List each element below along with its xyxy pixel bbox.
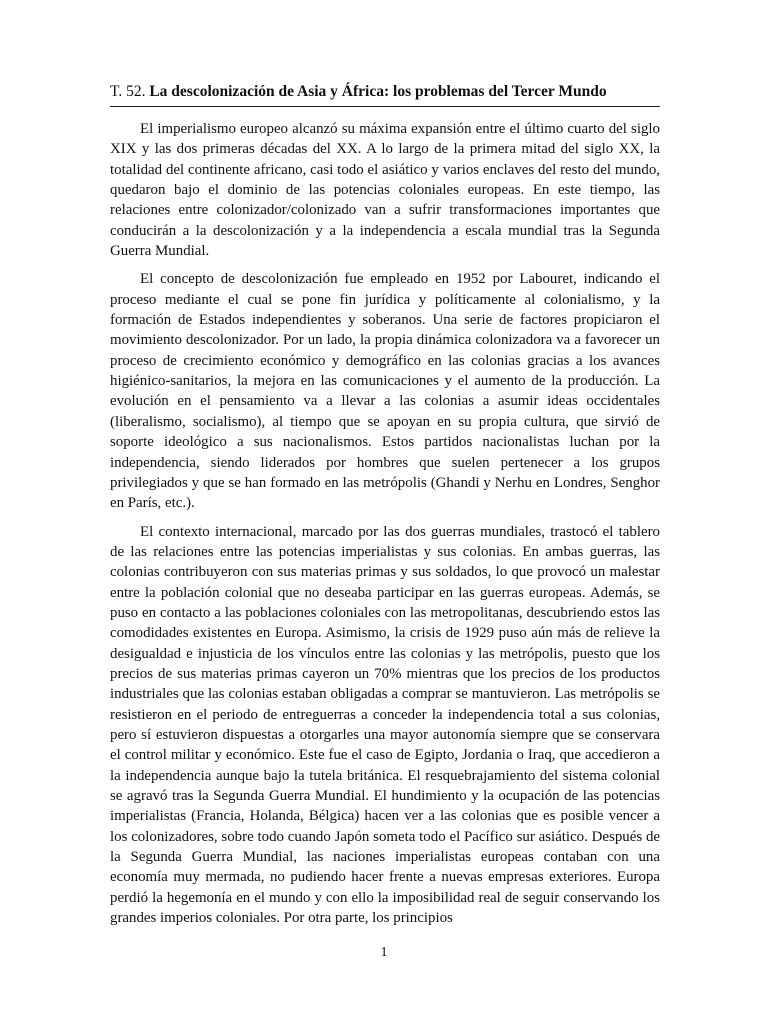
header-divider [110,106,660,107]
document-body [110,119,660,928]
document-title: La descolonización de Asia y África: los problemas del Tercer Mundo [149,83,607,100]
topic-number: T. 52. [110,83,146,100]
paragraph-3: El contexto internacional, marcado por las dos guerras mundiales, trastocó el tablero de las relaciones entre las potencias imperialistas y sus colonias. En ambas guerras, las colonias contribuyeron con sus materias primas y sus soldados, lo que provocó un malestar entre la población colonial que no deseaba participar en las guerras europeas. Además, se puso en contacto a las poblaciones coloniales con las metropolitanas, descubriendo estos las comodidades existentes en Europa. Asimismo, la crisis de 1929 puso aún más de relieve la desigualdad e injusticia de los vínculos entre las colonias y las metrópolis, puesto que los precios de sus materias primas cayeron un 70% mientras que los precios de los productos industriales que las colonias estaban obligadas a comprar se mantuvieron. Las metrópolis se resistieron en el periodo de entreguerras a conceder la independencia total a sus colonias, pero sí estuvieron dispuestas a otorgarles una mayor autonomía siempre que se conservara el control militar y económico. Este fue el caso de Egipto, Jordania o Iraq, que accedieron a la independencia aunque bajo la tutela británica. El resquebrajamiento del sistema colonial se agravó tras la Segunda Guerra Mundial. El hundimiento y la ocupación de las potencias imperialistas (Francia, Holanda, Bélgica) hacen ver a las colonias que es posible vencer a los colonizadores, sobre todo cuando Japón someta todo el Pacífico sur asiático. Después de la Segunda Guerra Mundial, las naciones imperialistas europeas contaban con una economía muy mermada, no pudiendo hacer frente a nuevas empresas exteriores. Europa perdió la hegemonía en el mundo y con ello la imposibilidad real de seguir conservando los grandes imperios coloniales. Por otra parte, los principios [110,523,660,927]
paragraph-1: El imperialismo europeo alcanzó su máxima expansión entre el último cuarto del siglo XIX y las dos primeras décadas del XX. A lo largo de la primera mitad del siglo XX, la totalidad del continente africano, casi todo el asiático y varios enclaves del resto del mundo, quedaron bajo el dominio de las potencias coloniales europeas. En este tiempo, las relaciones entre colonizador/colonizado van a sufrir transformaciones importantes que conducirán a la descolonización y a la independencia a escala mundial tras la Segunda Guerra Mundial. [110,121,660,260]
paragraph-2: El concepto de descolonización fue empleado en 1952 por Labouret, indicando el proceso mediante el cual se pone fin jurídica y políticamente al colonialismo, y la formación de Estados independientes y soberanos. Una serie de factores propiciaron el movimiento descolonizador. Por un lado, la propia dinámica colonizadora va a favorecer un proceso de crecimiento económico y demográfico en las colonias gracias a los avances higiénico-sanitarios, la mejora en las comunicaciones y el aumento de la producción. La evolución en el pensamiento va a llevar a las colonias a asumir ideas occidentales (liberalismo, socialismo), al tiempo que se apoyan en su propia cultura, que sirvió de soporte ideológico a sus nacionalismos. Estos partidos nacionalistas luchan por la independencia, siendo liderados por hombres que suelen pertenecer a los grupos privilegiados y que se han formado en las metrópolis (Ghandi y Nerhu en Londres, Senghor en París, etc.). [110,271,660,512]
document-header [110,82,660,102]
page-number: 1 [380,945,388,960]
